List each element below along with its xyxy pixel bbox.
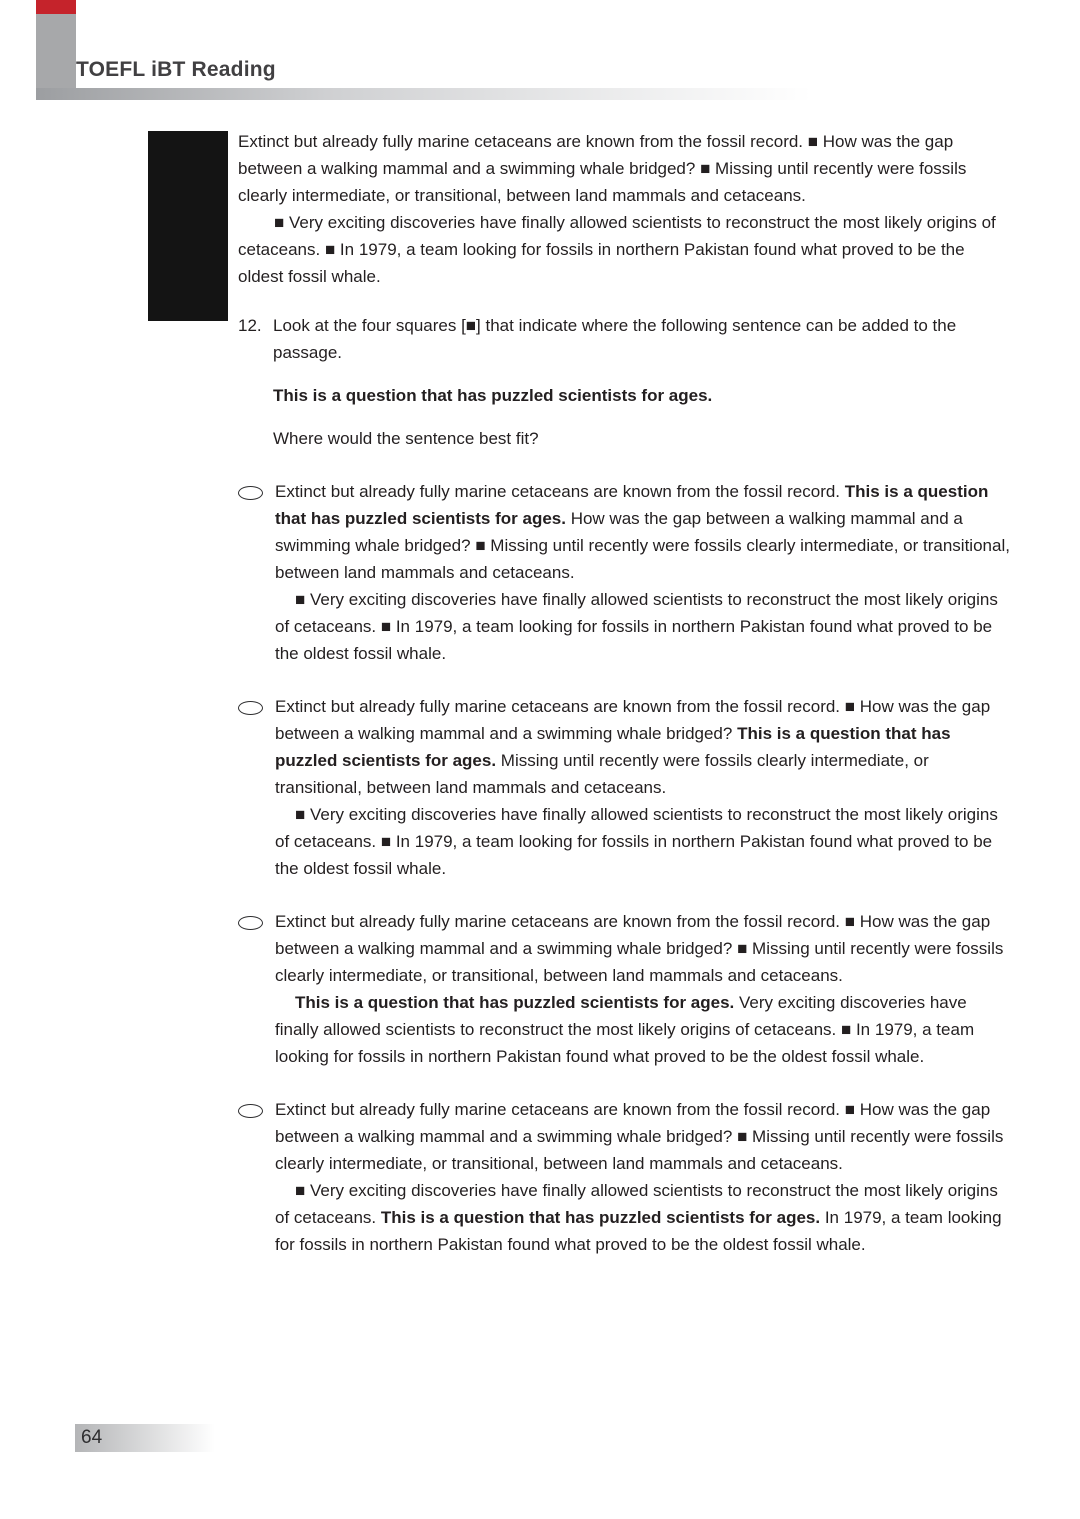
main-content [238,128,1012,1258]
footer-page-bar [75,1424,215,1452]
option-b-text [275,693,1012,882]
question-instruction: Where would the sentence best fit? [273,429,539,448]
answer-options [238,478,1012,1258]
passage-paragraph: Extinct but already fully marine cetaceans are known from the fossil record. ■ How was the gap between a walking mammal and a swimming whale bridged? ■ Missing until recently were fossils clearly intermediate, or transitional, between land mammals and cetaceans. [238,132,967,205]
option-paragraph: Extinct but already fully marine cetaceans are known from the fossil record. This is a question that has puzzled scientists for ages. How was the gap between a walking mammal and a swimming whale bridged? ■ Missing until recently were fossils clearly intermediate, or transitional, between land mammals and cetaceans. [275,482,1010,582]
page-header-title: TOEFL iBT Reading [76,58,276,81]
answer-option-a [238,478,1012,667]
question-number: 12. [238,316,262,335]
option-paragraph: Extinct but already fully marine cetaceans are known from the fossil record. ■ How was the gap between a walking mammal and a swimming whale bridged? ■ Missing until recently were fossils clearly intermediate, or transitional, between land mammals and cetaceans. [275,912,1004,985]
radio-oval-c[interactable] [238,916,263,930]
radio-oval-d[interactable] [238,1104,263,1118]
radio-oval-b[interactable] [238,701,263,715]
header-divider [36,88,1005,100]
question-block [238,312,1012,452]
option-c-text [275,908,1012,1070]
red-accent-square [36,0,76,14]
option-a-text [275,478,1012,667]
question-prompt-row [238,312,1012,366]
option-paragraph: ■ Very exciting discoveries have finally allowed scientists to reconstruct the most likely origins of cetaceans. ■ In 1979, a team looking for fossils in northern Pakistan found what proved to be the oldest fossil whale. [275,590,998,663]
page-number: 64 [81,1427,103,1448]
option-d-text [275,1096,1012,1258]
option-paragraph: This is a question that has puzzled scientists for ages. Very exciting discoveries have finally allowed scientists to reconstruct the most likely origins of cetaceans. ■ In 1979, a team looking for fossils in northern Pakistan found what proved to be the oldest fossil whale. [275,993,975,1066]
option-paragraph: ■ Very exciting discoveries have finally allowed scientists to reconstruct the most likely origins of cetaceans. This is a question that has puzzled scientists for ages. In 1979, a team looking for fossils in northern Pakistan found what proved to be the oldest fossil whale. [275,1181,1002,1254]
radio-oval-a[interactable] [238,486,263,500]
passage-excerpt [238,128,1012,290]
option-paragraph: Extinct but already fully marine cetaceans are known from the fossil record. ■ How was the gap between a walking mammal and a swimming whale bridged? ■ Missing until recently were fossils clearly intermediate, or transitional, between land mammals and cetaceans. [275,1100,1004,1173]
option-paragraph: Extinct but already fully marine cetaceans are known from the fossil record. ■ How was the gap between a walking mammal and a swimming whale bridged? This is a question that has puzzled scientists for ages. Missing until recently were fossils clearly intermediate, or transitional, between land mammals and cetaceans. [275,697,991,797]
passage-paragraph: ■ Very exciting discoveries have finally allowed scientists to reconstruct the most likely origins of cetaceans. ■ In 1979, a team looking for fossils in northern Pakistan found what proved to be the oldest fossil whale. [238,213,996,286]
answer-option-d [238,1096,1012,1258]
left-margin-bar [36,0,76,100]
question-prompt: Look at the four squares [■] that indicate where the following sentence can be added to the passage. [273,316,957,362]
insert-sentence: This is a question that has puzzled scientists for ages. [273,386,713,405]
option-paragraph: ■ Very exciting discoveries have finally allowed scientists to reconstruct the most likely origins of cetaceans. ■ In 1979, a team looking for fossils in northern Pakistan found what proved to be the oldest fossil whale. [275,805,998,878]
passage-marker-block [148,131,228,321]
answer-option-c [238,908,1012,1070]
answer-option-b [238,693,1012,882]
